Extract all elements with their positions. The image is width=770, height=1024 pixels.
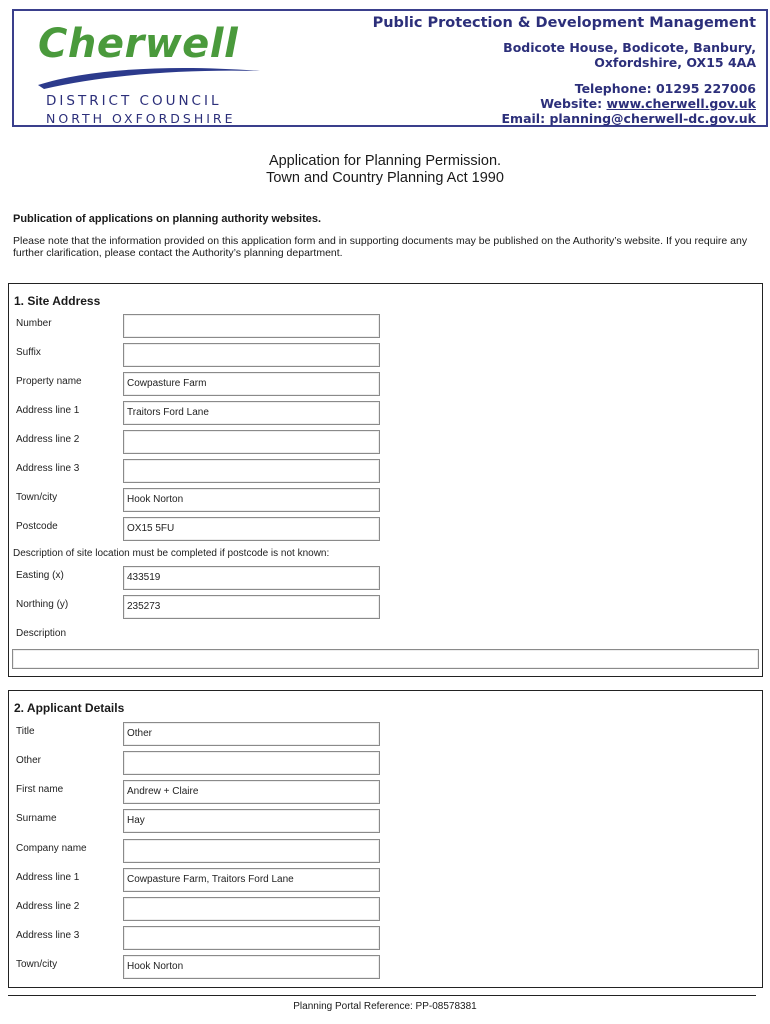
location-note: Description of site location must be completed if postcode is not known: xyxy=(13,548,330,559)
field-label: Suffix xyxy=(16,347,41,358)
field-label: Address line 1 xyxy=(16,405,80,416)
email-label: Email: xyxy=(501,111,550,126)
company-name-input[interactable] xyxy=(123,839,380,863)
council-region: NORTH OXFORDSHIRE xyxy=(46,111,236,126)
applicant-address-line-3-input[interactable] xyxy=(123,926,380,950)
council-name: DISTRICT COUNCIL xyxy=(46,93,222,109)
description-input[interactable] xyxy=(12,649,759,669)
applicant-details-section xyxy=(8,690,763,988)
section-title: 2. Applicant Details xyxy=(14,701,125,715)
council-header xyxy=(12,9,768,127)
applicant-address-line-1-input[interactable]: Cowpasture Farm, Traitors Ford Lane xyxy=(123,868,380,892)
cherwell-logo xyxy=(26,17,266,125)
address-line-2-input[interactable] xyxy=(123,430,380,454)
applicant-address-line-2-input[interactable] xyxy=(123,897,380,921)
form-title-line-1: Application for Planning Permission. xyxy=(268,153,502,169)
description-label: Description xyxy=(16,628,67,639)
logo-wordmark: Cherwell xyxy=(38,21,239,67)
planning-portal-reference: Planning Portal Reference: PP-08578381 xyxy=(293,1001,477,1012)
field-label: Town/city xyxy=(16,959,58,970)
field-label: Other xyxy=(16,755,42,766)
address-line-3-input[interactable] xyxy=(123,459,380,483)
address-line-2: Oxfordshire, OX15 4AA xyxy=(594,55,756,70)
property-name-input[interactable]: Cowpasture Farm xyxy=(123,372,380,396)
address-line-1: Bodicote House, Bodicote, Banbury, xyxy=(503,40,756,55)
field-label: Address line 2 xyxy=(16,434,80,445)
field-label: Town/city xyxy=(16,492,58,503)
form-title-line-2: Town and Country Planning Act 1990 xyxy=(266,170,504,186)
site-address-section xyxy=(8,283,763,677)
field-label: Address line 1 xyxy=(16,872,80,883)
logo-swoosh-icon xyxy=(34,61,264,89)
field-label: First name xyxy=(16,784,64,795)
field-label: Surname xyxy=(16,813,57,824)
other-title-input[interactable] xyxy=(123,751,380,775)
telephone: Telephone: 01295 227006 xyxy=(574,81,756,96)
address-line-1-input[interactable]: Traitors Ford Lane xyxy=(123,401,380,425)
field-label: Easting (x) xyxy=(16,570,64,581)
field-label: Title xyxy=(16,726,35,737)
publication-heading: Publication of applications on planning authority websites. xyxy=(13,213,322,225)
town-city-input[interactable]: Hook Norton xyxy=(123,488,380,512)
publication-text: Please note that the information provided on this application form and in supporting documents may be published on the Authority’s website. If you require any further clarification, please contact the Authority’s planning department. xyxy=(13,235,748,259)
northing-input[interactable]: 235273 xyxy=(123,595,380,619)
field-label: Address line 2 xyxy=(16,901,80,912)
website-row xyxy=(373,96,756,111)
field-label: Postcode xyxy=(16,521,58,532)
website-label: Website: xyxy=(540,96,607,111)
easting-input[interactable]: 433519 xyxy=(123,566,380,590)
contact-block xyxy=(373,15,756,126)
section-title: 1. Site Address xyxy=(14,294,101,308)
field-label: Northing (y) xyxy=(16,599,69,610)
website-link[interactable]: www.cherwell.gov.uk xyxy=(606,96,756,111)
postcode-input[interactable]: OX15 5FU xyxy=(123,517,380,541)
field-label: Address line 3 xyxy=(16,930,80,941)
email-link[interactable]: planning@cherwell-dc.gov.uk xyxy=(549,111,756,126)
footer-divider xyxy=(8,995,756,996)
suffix-input[interactable] xyxy=(123,343,380,367)
title-select[interactable]: Other xyxy=(123,722,380,746)
first-name-input[interactable]: Andrew + Claire xyxy=(123,780,380,804)
field-label: Address line 3 xyxy=(16,463,80,474)
surname-input[interactable]: Hay xyxy=(123,809,380,833)
email-row xyxy=(373,111,756,126)
form-title xyxy=(0,153,770,187)
field-label: Number xyxy=(16,318,52,329)
department-name: Public Protection & Development Management xyxy=(372,15,756,31)
number-input[interactable] xyxy=(123,314,380,338)
applicant-town-city-input[interactable]: Hook Norton xyxy=(123,955,380,979)
field-label: Company name xyxy=(16,843,87,854)
field-label: Property name xyxy=(16,376,82,387)
